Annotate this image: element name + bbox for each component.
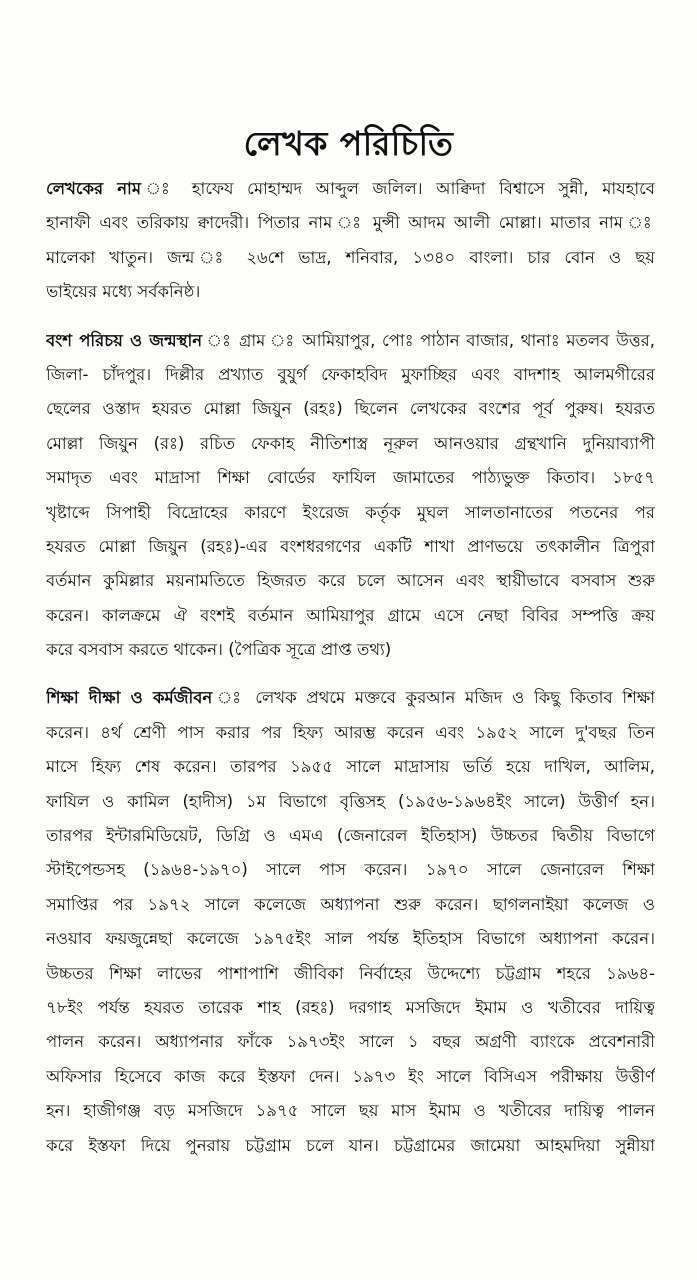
text-line: ফাযিল ও কামিল (হাদীস) ১ম বিভাগে বৃত্তিসহ (১৯৫৬-১৯৬৪ইং সালে) উত্তীর্ণ হন। bbox=[46, 791, 655, 811]
paragraph-education-and-career bbox=[46, 681, 655, 1162]
paragraph-heading: লেখকের নাম bbox=[46, 179, 142, 198]
text-line: হযরত মোল্লা জিয়ুন (রহঃ)-এর বংশধরগণের একটি শাখা প্রাণভয়ে তৎকালীন ত্রিপুরা bbox=[46, 536, 655, 556]
text-line: মাসে হিফ্য শেষ করেন। তারপর ১৯৫৫ সালে মাদ্রাসায় ভর্তি হয়ে দাখিল, আলিম, bbox=[46, 757, 655, 777]
text-line: স্টাইপেন্ডসহ (১৯৬৪-১৯৭০) সালে পাস করেন। ১৯৭০ সালে জেনারেল শিক্ষা bbox=[46, 860, 655, 880]
text-line: সমাদৃত এবং মাদ্রাসা শিক্ষা বোর্ডের ফাযিল জামাতের পাঠ্যভুক্ত কিতাব। ১৮৫৭ bbox=[46, 468, 655, 488]
text-line: জিলা- চাঁদপুর। দিল্লীর প্রখ্যাত বুযুর্গ ফেকাহবিদ মুফাচ্ছির এবং বাদশাহ আলমগীরের bbox=[46, 364, 655, 384]
text-line: করে বসবাস করতে থাকেন। (পৈত্রিক সূত্রে প্রাপ্ত তথ্য) bbox=[46, 640, 392, 660]
text-line: সমাপ্তির পর ১৯৭২ সালে কলেজে অধ্যাপনা শুরু করেন। ছাগলনাইয়া কলেজ ও bbox=[46, 894, 655, 914]
text-line: বংশ পরিচয় ও জন্মস্থান ঃ গ্রাম ঃ আমিয়াপুর, পোঃ পাঠান বাজার, থানাঃ মতলব উত্তর, bbox=[46, 330, 655, 350]
text-line: ভাইয়ের মধ্যে সর্বকনিষ্ঠ। bbox=[46, 282, 201, 302]
text-line: পালন করেন। অধ্যাপনার ফাঁকে ১৯৭৩ইং সালে ১ বছর অগ্রণী ব্যাংকে প্রবেশনারী bbox=[46, 1032, 655, 1052]
text-line: করে ইস্তফা দিয়ে পুনরায় চট্টগ্রাম চলে যান। চট্টগ্রামের জামেয়া আহমদিয়া সুন্নীয়া bbox=[46, 1135, 655, 1155]
text-line: অফিসার হিসেবে কাজ করে ইস্তফা দেন। ১৯৭৩ ইং সালে বিসিএস পরীক্ষায় উত্তীর্ণ bbox=[46, 1066, 655, 1086]
text-line: হানাফী এবং তরিকায় ক্বাদেরী। পিতার নাম ঃ মুন্সী আদম আলী মোল্লা। মাতার নাম ঃ bbox=[46, 213, 655, 233]
text-line: নওয়াব ফয়জুন্নেছা কলেজে ১৯৭৫ইং সাল পর্যন্ত ইতিহাস বিভাগে অধ্যাপনা করেন। bbox=[46, 929, 655, 949]
paragraph-heading: বংশ পরিচয় ও জন্মস্থান bbox=[46, 330, 203, 350]
text-line: খৃষ্টাব্দে সিপাহী বিদ্রোহের কারণে ইংরেজ কর্তৃক মুঘল সালতানাতের পতনের পর bbox=[46, 502, 655, 522]
author-introduction-text bbox=[46, 172, 655, 1177]
text-line: উচ্চতর শিক্ষা লাভের পাশাপাশি জীবিকা নির্বাহের উদ্দেশ্যে চট্টগ্রাম শহরে ১৯৬৪- bbox=[46, 963, 655, 983]
text-line: হন। হাজীগঞ্জ বড় মসজিদে ১৯৭৫ সালে ছয় মাস ইমাম ও খতীবের দায়িত্ব পালন bbox=[46, 1101, 655, 1121]
text-line: শিক্ষা দীক্ষা ও কর্মজীবন ঃ লেখক প্রথমে মক্তবে কুরআন মজিদ ও কিছু কিতাব শিক্ষা bbox=[46, 688, 655, 708]
text-line: ছেলের ওস্তাদ হযরত মোল্লা জিয়ুন (রহঃ) ছিলেন লেখকের বংশের পূর্ব পুরুষ। হযরত bbox=[46, 399, 655, 419]
text-line: লেখকের নাম ঃ হাফেয মোহাম্মদ আব্দুল জলিল। আক্বিদা বিশ্বাসে সুন্নী, মাযহাবে bbox=[46, 179, 655, 198]
text-line: বর্তমান কুমিল্লার ময়নামতিতে হিজরত করে চলে আসেন এবং স্থায়ীভাবে বসবাস শুরু bbox=[46, 571, 655, 591]
paragraph-lineage-and-birthplace bbox=[46, 324, 655, 668]
text-line: তারপর ইন্টারমিডিয়েট, ডিগ্রি ও এমএ (জেনারেল ইতিহাস) উচ্চতর দ্বিতীয় বিভাগে bbox=[46, 826, 655, 846]
page-title: লেখক পরিচিতি bbox=[243, 124, 454, 163]
text-line: ৭৮ইং পর্যন্ত হযরত তারেক শাহ (রহঃ) দরগাহ মসজিদে ইমাম ও খতীবের দায়িত্ব bbox=[46, 997, 655, 1017]
text-line: মোল্লা জিয়ুন (রঃ) রচিত ফেকাহ নীতিশাস্ত্র নূরুল আনওয়ার গ্রন্থখানি দুনিয়াব্যাপী bbox=[46, 433, 655, 453]
text-line: করেন। কালক্রমে ঐ বংশই বর্তমান আমিয়াপুর গ্রামে এসে নেছা বিবির সম্পত্তি ক্রয় bbox=[46, 605, 655, 625]
text-line: মালেকা খাতুন। জন্ম ঃ ২৬শে ভাদ্র, শনিবার, ১৩৪০ বাংলা। চার বোন ও ছয় bbox=[46, 247, 655, 267]
paragraph-heading: শিক্ষা দীক্ষা ও কর্মজীবন bbox=[46, 688, 213, 708]
text-line: করেন। ৪র্থ শ্রেণী পাস করার পর হিফ্য আরম্ভ করেন এবং ১৯৫২ সালে দু'বছর তিন bbox=[46, 722, 655, 742]
paragraph-name-and-birth bbox=[46, 172, 655, 310]
